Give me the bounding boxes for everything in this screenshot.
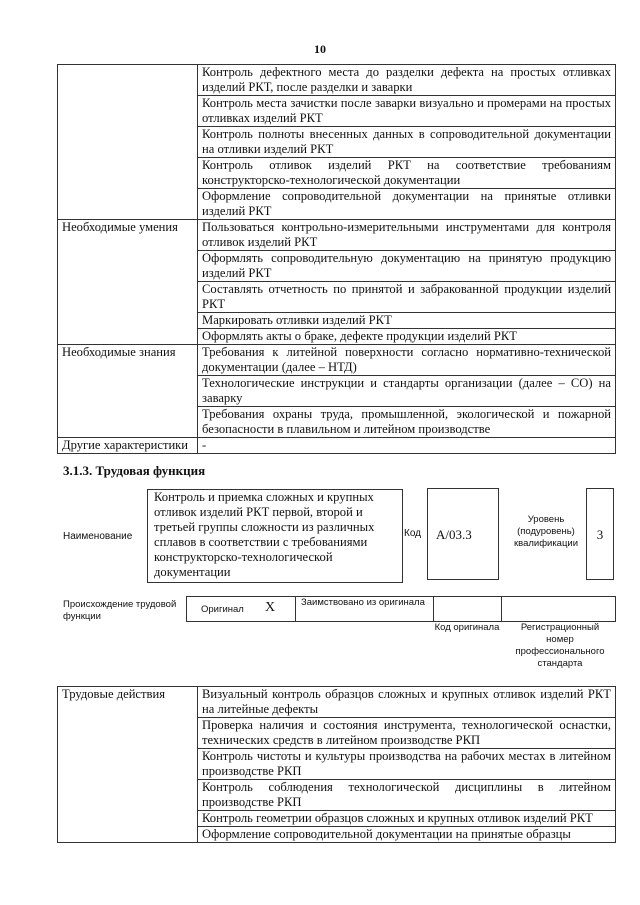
table-cell: Контроль чистоты и культуры производства на рабочих местах в литейном производстве РКП: [198, 749, 616, 780]
table-cell: Маркировать отливки изделий РКТ: [198, 313, 616, 329]
table-cell: Составлять отчетность по принятой и забракованной продукции изделий РКТ: [198, 282, 616, 313]
table-row: [58, 65, 616, 96]
original-label: Оригинал: [201, 604, 244, 615]
table-row: [58, 345, 616, 376]
row-group-label: Необходимые умения: [58, 220, 198, 345]
table-cell: Пользоваться контрольно-измерительными инструментами для контроля отливок изделий РКТ: [198, 220, 616, 251]
registration-number-label: Регистрационный номер профессионального стандарта: [515, 622, 605, 669]
name-label: Наименование: [63, 531, 133, 542]
row-group-label: Другие характеристики: [58, 438, 198, 454]
section-heading: 3.1.3. Трудовая функция: [63, 463, 206, 478]
origin-row: [186, 596, 616, 622]
table-cell: Проверка наличия и состояния инструмента, технологической оснастки, технических средств в литейном производстве РКП: [198, 718, 616, 749]
table-row: [58, 438, 616, 454]
table-cell: -: [198, 438, 616, 454]
table-cell: Оформление сопроводительной документации на принятые образцы: [198, 827, 616, 843]
table-cell: Контроль места зачистки после заварки визуально и промерами на простых отливках изделий РКТ: [198, 96, 616, 127]
function-code: А/03.3: [427, 488, 499, 580]
table-cell: Контроль полноты внесенных данных в сопроводительной документации на отливки изделий РКТ: [198, 127, 616, 158]
table-cell: Оформлять сопроводительную документацию на принятую продукцию изделий РКТ: [198, 251, 616, 282]
borrowed-label: Заимствовано из оригинала: [301, 597, 425, 608]
table-cell: Оформлять акты о браке, дефекте продукции изделий РКТ: [198, 329, 616, 345]
table-cell: Визуальный контроль образцов сложных и крупных отливок изделий РКТ на литейные дефекты: [198, 687, 616, 718]
row-group-label: [58, 65, 198, 220]
table-cell: Контроль отливок изделий РКТ на соответствие требованиям конструкторско-технологической документации: [198, 158, 616, 189]
code-label: Код: [404, 528, 422, 539]
table-row: [58, 220, 616, 251]
row-group-label: Трудовые действия: [58, 687, 198, 843]
origin-label: Происхождение трудовой функции: [63, 599, 177, 622]
level-label: Уровень (подуровень) квалификации: [513, 514, 579, 549]
original-mark: X: [265, 600, 276, 615]
function-name: Контроль и приемка сложных и крупных отливок изделий РКТ первой, второй и третьей группы сложности из различных сплавов в соответствии с требованиями конструкторско-технологической документации: [147, 489, 403, 583]
top-requirements-table: [57, 64, 616, 454]
table-cell: Требования охраны труда, промышленной, экологической и пожарной безопасности в плавильном и литейном производстве: [198, 407, 616, 438]
table-cell: Технологические инструкции и стандарты организации (далее – СО) на заварку: [198, 376, 616, 407]
table-cell: Оформление сопроводительной документации на принятые отливки изделий РКТ: [198, 189, 616, 220]
original-code-label: Код оригинала: [434, 622, 500, 633]
table-cell: Контроль геометрии образцов сложных и крупных отливок изделий РКТ: [198, 811, 616, 827]
table-cell: Контроль дефектного места до разделки дефекта на простых отливках изделий РКТ, после разделки и заварки: [198, 65, 616, 96]
table-cell: Контроль соблюдения технологической дисциплины в литейном производстве РКП: [198, 780, 616, 811]
qualification-level: 3: [586, 488, 614, 580]
row-group-label: Необходимые знания: [58, 345, 198, 438]
page-number: 10: [314, 42, 326, 56]
table-row: [58, 687, 616, 718]
labor-actions-table: [57, 686, 616, 843]
table-cell: Требования к литейной поверхности согласно нормативно-технической документации (далее – НТД): [198, 345, 616, 376]
